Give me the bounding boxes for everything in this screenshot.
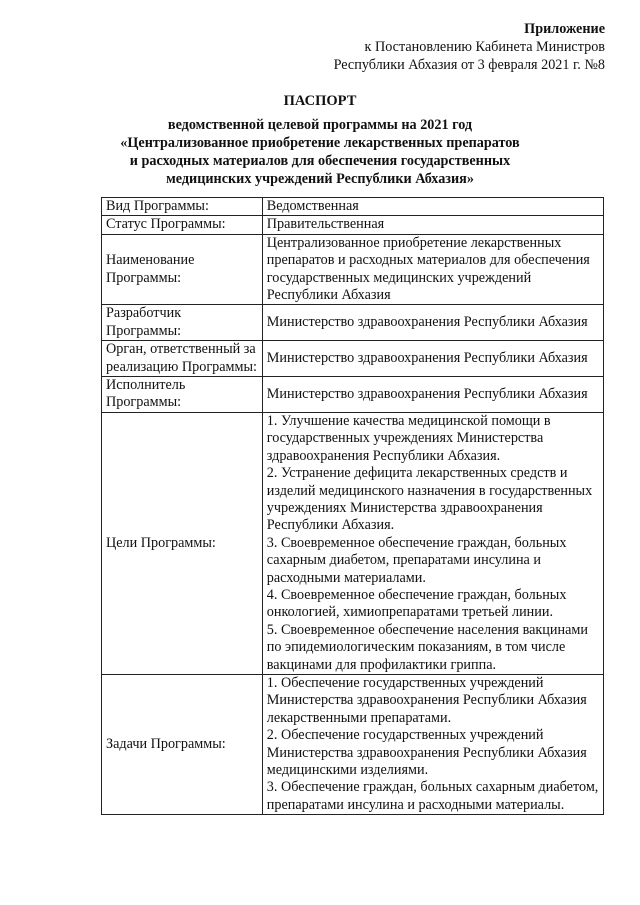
task-item: 1. Обеспечение государственных учреждений Министерства здравоохранения Республики Абхазия лекарственными препаратами.	[266, 674, 587, 726]
table-row	[102, 198, 604, 216]
appendix-header	[334, 20, 605, 74]
goal-item: 1. Улучшение качества медицинской помощи в государственных учреждениях Министерства здравоохранения Республики Абхазия.	[266, 412, 551, 464]
table-row	[102, 216, 604, 234]
row-key: Задачи Программы:	[102, 674, 263, 814]
subtitle-line: «Централизованное приобретение лекарственных препаратов	[120, 135, 520, 151]
row-value: Министерство здравоохранения Республики Абхазия	[262, 341, 603, 377]
row-value: Министерство здравоохранения Республики Абхазия	[262, 305, 603, 341]
goal-item: 5. Своевременное обеспечение населения вакцинами по эпидемиологическим показаниям, в том числе вакцинами для профилактики гриппа.	[266, 621, 588, 673]
row-key: Статус Программы:	[102, 216, 263, 234]
goal-item: 4. Своевременное обеспечение граждан, больных онкологией, химиопрепаратами третьей линии.	[266, 586, 567, 621]
row-key: Исполнитель Программы:	[102, 377, 263, 413]
row-key: Вид Программы:	[102, 198, 263, 216]
table-row	[102, 341, 604, 377]
table-row-tasks	[102, 674, 604, 814]
row-key: Разработчик Программы:	[102, 305, 263, 341]
goal-item: 2. Устранение дефицита лекарственных средств и изделий медицинского назначения в государственных учреждениях Министерства здравоохранения Республики Абхазия.	[266, 465, 593, 534]
task-item: 3. Обеспечение граждан, больных сахарным диабетом, препаратами инсулина и расходными материалы.	[266, 779, 599, 813]
row-value: Министерство здравоохранения Республики Абхазия	[262, 377, 603, 413]
goals-list	[262, 412, 603, 674]
table-row	[102, 305, 604, 341]
tasks-list	[262, 674, 603, 814]
appendix-title: Приложение	[524, 21, 605, 37]
appendix-date: Республики Абхазия от 3 февраля 2021 г. №8	[333, 57, 605, 73]
row-key: Орган, ответственный за реализацию Программы:	[102, 341, 263, 377]
passport-table	[101, 197, 604, 815]
subtitle-line: и расходных материалов для обеспечения государственных	[129, 153, 511, 169]
subtitle-line: медицинских учреждений Республики Абхазия»	[166, 171, 474, 187]
row-value: Централизованное приобретение лекарственных препаратов и расходных материалов для обеспечения государственных медицинских учреждений Республики Абхазия	[262, 234, 603, 305]
table-row-goals	[102, 412, 604, 674]
document-subtitle	[95, 116, 545, 188]
document-title: ПАСПОРТ	[283, 93, 357, 109]
goal-item: 3. Своевременное обеспечение граждан, больных сахарным диабетом, препаратами инсулина и расходными материалами.	[266, 534, 567, 586]
row-value: Ведомственная	[262, 198, 603, 216]
table-row	[102, 234, 604, 305]
row-key: Наименование Программы:	[102, 234, 263, 305]
table-row	[102, 377, 604, 413]
row-key: Цели Программы:	[102, 412, 263, 674]
row-value: Правительственная	[262, 216, 603, 234]
task-item: 2. Обеспечение государственных учреждений Министерства здравоохранения Республики Абхазия медицинскими изделиями.	[266, 727, 587, 778]
subtitle-line: ведомственной целевой программы на 2021 год	[167, 117, 473, 133]
appendix-decree: к Постановлению Кабинета Министров	[364, 39, 605, 55]
